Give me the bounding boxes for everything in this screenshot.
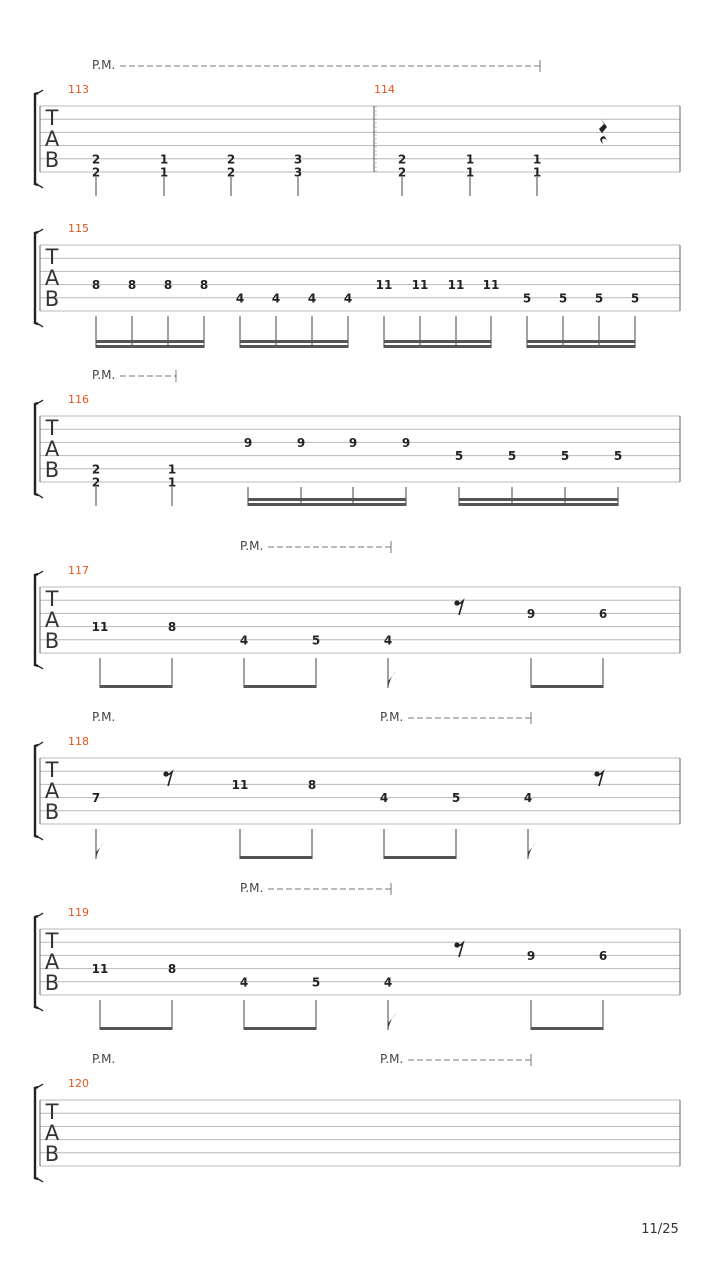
tab-clef-letter: B bbox=[44, 287, 60, 311]
tab-clef-letter: A bbox=[44, 950, 60, 974]
fret-number[interactable]: 4 bbox=[383, 975, 393, 990]
fret-number[interactable]: 1 bbox=[159, 165, 169, 180]
tab-clef-letter: B bbox=[44, 800, 60, 824]
fret-number[interactable]: 2 bbox=[226, 165, 236, 180]
beam bbox=[384, 340, 491, 343]
palm-mute-label: P.M. bbox=[92, 368, 116, 382]
fret-number[interactable]: 1 bbox=[159, 152, 169, 167]
fret-number[interactable]: 2 bbox=[91, 475, 101, 490]
beam bbox=[531, 685, 603, 688]
tab-clef-letter: B bbox=[44, 458, 60, 482]
page-number: 11/25 bbox=[641, 1222, 679, 1237]
palm-mute-label: P.M. bbox=[240, 881, 264, 895]
fret-number[interactable]: 4 bbox=[235, 291, 245, 306]
beam bbox=[384, 856, 456, 859]
fret-number[interactable]: 11 bbox=[231, 777, 249, 792]
fret-number[interactable]: 2 bbox=[397, 152, 407, 167]
bracket-hook bbox=[35, 90, 43, 94]
palm-mute-label: P.M. bbox=[380, 710, 404, 724]
tab-clef-letter: A bbox=[44, 266, 60, 290]
bracket-hook bbox=[35, 1007, 43, 1011]
fret-number[interactable]: 5 bbox=[630, 291, 640, 306]
measure-number: 120 bbox=[68, 1077, 89, 1090]
fret-number[interactable]: 4 bbox=[307, 291, 317, 306]
bracket-hook bbox=[35, 229, 43, 233]
beam bbox=[96, 340, 204, 343]
fret-number[interactable]: 1 bbox=[465, 152, 475, 167]
fret-number[interactable]: 8 bbox=[199, 278, 209, 293]
fret-number[interactable]: 9 bbox=[243, 435, 253, 450]
bracket-hook bbox=[35, 913, 43, 917]
system-bracket bbox=[35, 403, 38, 495]
bracket-hook bbox=[35, 494, 43, 498]
fret-number[interactable]: 3 bbox=[293, 165, 303, 180]
fret-number[interactable]: 8 bbox=[167, 620, 177, 635]
bracket-hook bbox=[35, 400, 43, 404]
bracket-hook bbox=[35, 1178, 43, 1182]
eighth-flag bbox=[528, 842, 536, 859]
fret-number[interactable]: 9 bbox=[348, 435, 358, 450]
quarter-rest bbox=[599, 119, 607, 144]
bracket-hook bbox=[35, 742, 43, 746]
fret-number[interactable]: 4 bbox=[383, 633, 393, 648]
measure-number: 119 bbox=[68, 906, 89, 919]
fret-number[interactable]: 4 bbox=[239, 975, 249, 990]
fret-number[interactable]: 11 bbox=[447, 278, 465, 293]
fret-number[interactable]: 3 bbox=[293, 152, 303, 167]
tab-clef-letter: B bbox=[44, 148, 60, 172]
fret-number[interactable]: 11 bbox=[482, 278, 500, 293]
fret-number[interactable]: 4 bbox=[379, 791, 389, 806]
bracket-hook bbox=[35, 571, 43, 575]
tab-clef-letter: A bbox=[44, 127, 60, 151]
fret-number[interactable]: 6 bbox=[598, 606, 608, 621]
beam bbox=[100, 1027, 172, 1030]
fret-number[interactable]: 4 bbox=[343, 291, 353, 306]
fret-number[interactable]: 8 bbox=[127, 278, 137, 293]
tab-clef-letter: T bbox=[45, 1100, 59, 1124]
measure-number: 116 bbox=[68, 393, 89, 406]
system-bracket bbox=[35, 916, 38, 1008]
measure-number: 115 bbox=[68, 222, 89, 235]
tab-clef-letter: A bbox=[44, 608, 60, 632]
fret-number[interactable]: 2 bbox=[91, 152, 101, 167]
fret-number[interactable]: 6 bbox=[598, 948, 608, 963]
fret-number[interactable]: 9 bbox=[401, 435, 411, 450]
beam bbox=[244, 1027, 316, 1030]
fret-number[interactable]: 2 bbox=[226, 152, 236, 167]
tab-clef-letter: T bbox=[45, 587, 59, 611]
tab-clef-letter: T bbox=[45, 416, 59, 440]
eighth-flag bbox=[388, 1013, 396, 1030]
measure-number: 117 bbox=[68, 564, 89, 577]
fret-number[interactable]: 4 bbox=[271, 291, 281, 306]
fret-number[interactable]: 11 bbox=[411, 278, 429, 293]
tab-clef-letter: T bbox=[45, 758, 59, 782]
palm-mute-label: P.M. bbox=[92, 58, 116, 72]
bracket-hook bbox=[35, 323, 43, 327]
beam bbox=[531, 1027, 603, 1030]
beam bbox=[240, 340, 348, 343]
fret-number[interactable]: 4 bbox=[239, 633, 249, 648]
fret-number[interactable]: 4 bbox=[523, 791, 533, 806]
system-bracket bbox=[35, 574, 38, 666]
fret-number[interactable]: 8 bbox=[167, 962, 177, 977]
fret-number[interactable]: 5 bbox=[311, 975, 321, 990]
fret-number[interactable]: 9 bbox=[526, 606, 536, 621]
palm-mute-label: P.M. bbox=[92, 1052, 116, 1066]
eighth-flag bbox=[388, 671, 396, 688]
tab-clef-letter: B bbox=[44, 971, 60, 995]
fret-number[interactable]: 8 bbox=[307, 777, 317, 792]
beam bbox=[240, 345, 348, 348]
beam bbox=[240, 856, 312, 859]
bracket-hook bbox=[35, 184, 43, 188]
fret-number[interactable]: 8 bbox=[91, 278, 101, 293]
beam bbox=[459, 503, 618, 506]
fret-number[interactable]: 2 bbox=[91, 165, 101, 180]
palm-mute-label: P.M. bbox=[240, 539, 264, 553]
fret-number[interactable]: 7 bbox=[91, 791, 101, 806]
fret-number[interactable]: 1 bbox=[532, 152, 542, 167]
fret-number[interactable]: 1 bbox=[465, 165, 475, 180]
bracket-hook bbox=[35, 1084, 43, 1088]
beam bbox=[459, 498, 618, 501]
fret-number[interactable]: 5 bbox=[454, 449, 464, 464]
tab-clef-letter: T bbox=[45, 245, 59, 269]
fret-number[interactable]: 1 bbox=[167, 475, 177, 490]
beam bbox=[100, 685, 172, 688]
beam bbox=[527, 340, 635, 343]
fret-number[interactable]: 5 bbox=[613, 449, 623, 464]
tab-clef-letter: T bbox=[45, 929, 59, 953]
tab-clef-letter: A bbox=[44, 437, 60, 461]
fret-number[interactable]: 2 bbox=[397, 165, 407, 180]
fret-number[interactable]: 1 bbox=[532, 165, 542, 180]
fret-number[interactable]: 5 bbox=[558, 291, 568, 306]
fret-number[interactable]: 5 bbox=[451, 791, 461, 806]
fret-number[interactable]: 11 bbox=[375, 278, 393, 293]
measure-number: 114 bbox=[374, 83, 395, 96]
bracket-hook bbox=[35, 836, 43, 840]
fret-number[interactable]: 11 bbox=[91, 620, 109, 635]
palm-mute-label: P.M. bbox=[380, 1052, 404, 1066]
fret-number[interactable]: 11 bbox=[91, 962, 109, 977]
fret-number[interactable]: 5 bbox=[522, 291, 532, 306]
fret-number[interactable]: 9 bbox=[296, 435, 306, 450]
system-bracket bbox=[35, 745, 38, 837]
beam bbox=[248, 503, 406, 506]
tab-clef-letter: B bbox=[44, 629, 60, 653]
fret-number[interactable]: 5 bbox=[311, 633, 321, 648]
system-bracket bbox=[35, 232, 38, 324]
fret-number[interactable]: 5 bbox=[507, 449, 517, 464]
system-bracket bbox=[35, 1087, 38, 1179]
system-bracket bbox=[35, 93, 38, 185]
measure-number: 113 bbox=[68, 83, 89, 96]
beam bbox=[96, 345, 204, 348]
fret-number[interactable]: 9 bbox=[526, 948, 536, 963]
tab-clef-letter: T bbox=[45, 106, 59, 130]
fret-number[interactable]: 1 bbox=[167, 462, 177, 477]
fret-number[interactable]: 2 bbox=[91, 462, 101, 477]
fret-number[interactable]: 5 bbox=[560, 449, 570, 464]
eighth-flag bbox=[96, 842, 104, 859]
beam bbox=[244, 685, 316, 688]
tab-clef-letter: A bbox=[44, 779, 60, 803]
tab-clef-letter: A bbox=[44, 1121, 60, 1145]
beam bbox=[527, 345, 635, 348]
measure-number: 118 bbox=[68, 735, 89, 748]
beam bbox=[384, 345, 491, 348]
fret-number[interactable]: 8 bbox=[163, 278, 173, 293]
palm-mute-label: P.M. bbox=[92, 710, 116, 724]
fret-number[interactable]: 5 bbox=[594, 291, 604, 306]
beam bbox=[248, 498, 406, 501]
bracket-hook bbox=[35, 665, 43, 669]
tab-clef-letter: B bbox=[44, 1142, 60, 1166]
